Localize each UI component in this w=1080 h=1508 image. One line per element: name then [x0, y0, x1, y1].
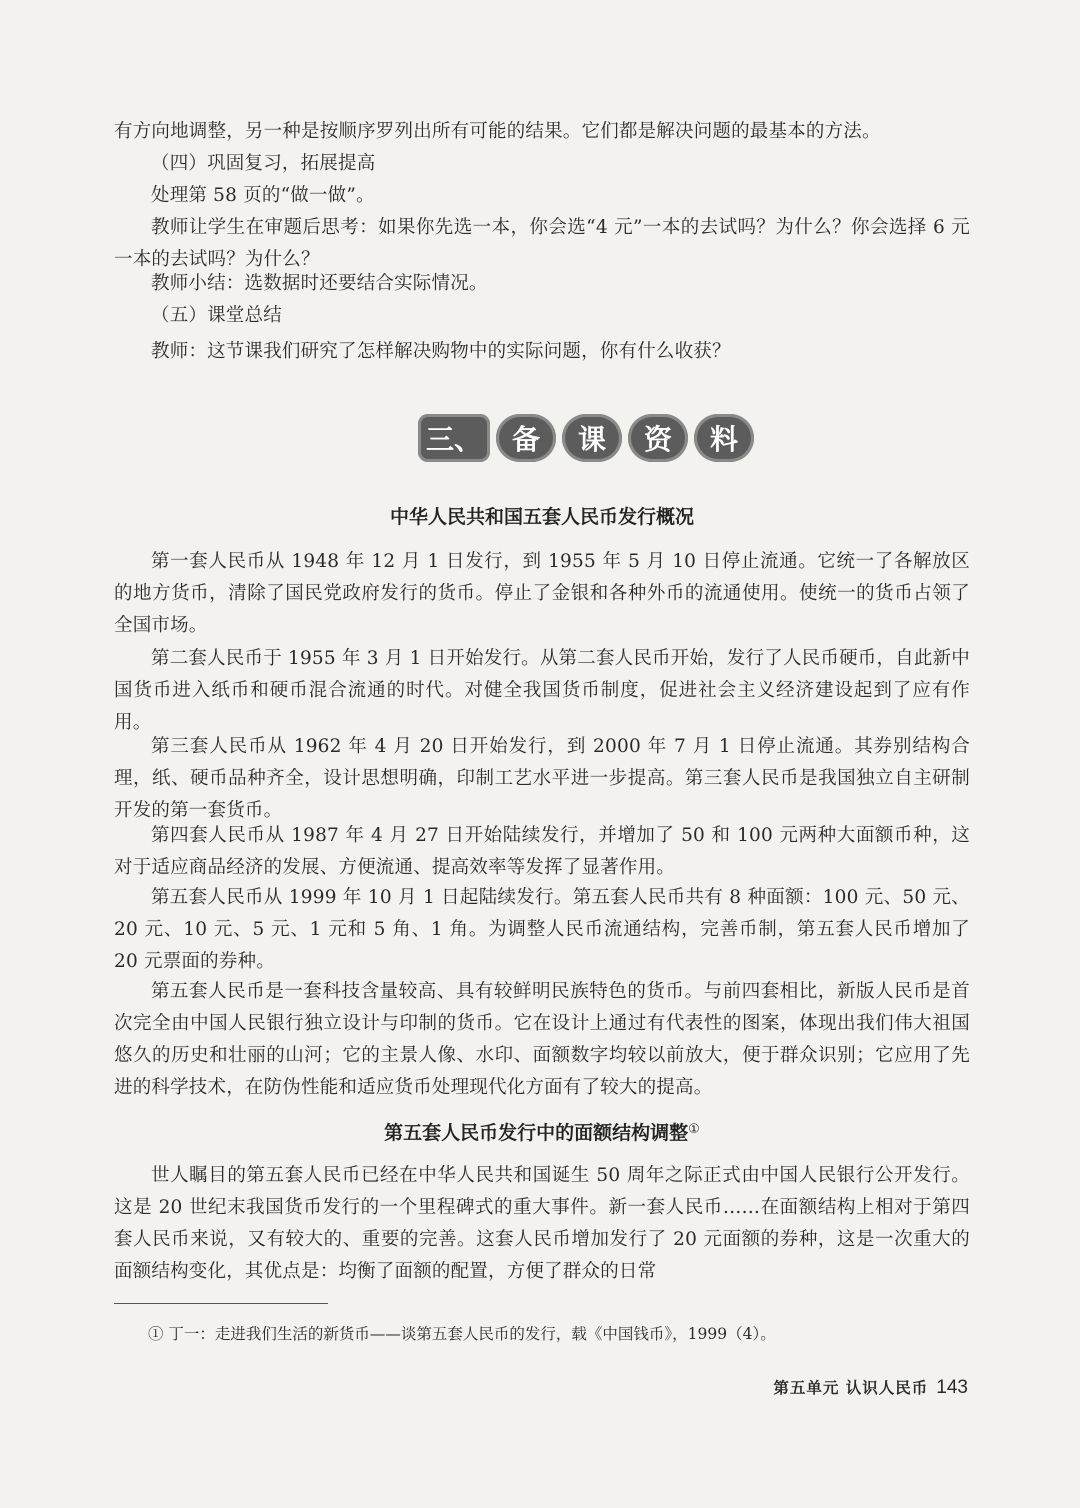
article-1-paragraph: 第二套人民币于 1955 年 3 月 1 日开始发行。从第二套人民币开始，发行了人民币硬币，自此新中国货币进入纸币和硬币混合流通的时代。对健全我国货币制度，促进社会主义经济建设起到了应有作用。 — [114, 648, 970, 733]
page-number: 143 — [936, 1377, 968, 1398]
section-4-title: （四）巩固复习，拓展提高 — [151, 153, 376, 174]
banner-char-1: 备 — [496, 414, 556, 462]
article-1-paragraph: 第五套人民币是一套科技含量较高、具有较鲜明民族特色的货币。与前四套相比，新版人民币是首次完全由中国人民银行独立设计与印制的货币。它在设计上通过有代表性的图案，体现出我们伟大祖国悠久的历史和壮丽的山河；它的主景人像、水印、面额数字均较以前放大，便于群众识别；它应用了先进的科学技术，在防伪性能和适应货币处理现代化方面有了较大的提高。 — [114, 981, 970, 1098]
article-1-paragraph: 第五套人民币从 1999 年 10 月 1 日起陆续发行。第五套人民币共有 8 种面额：100 元、50 元、20 元、10 元、5 元、1 元和 5 角、1 角。为调整人民币流通结构，完善币制，第五套人民币增加了 20 元票面的券种。 — [114, 887, 970, 972]
footnote-text: ① 丁一：走进我们生活的新货币——谈第五套人民币的发行，载《中国钱币》，1999（4）。 — [148, 1325, 776, 1343]
article-2-title — [114, 1118, 970, 1145]
footnote-mark: ① — [688, 1122, 700, 1137]
article-2-paragraph: 世人瞩目的第五套人民币已经在中华人民共和国诞生 50 周年之际正式由中国人民银行公开发行。这是 20 世纪末我国货币发行的一个里程碑式的重大事件。新一套人民币……在面额结构上相对于第四套人民币来说，又有较大的、重要的完善。这套人民币增加发行了 20 元面额的券种，这是一次重大的面额结构变化，其优点是：均衡了面额的配置，方便了群众的日常 — [114, 1165, 970, 1282]
banner-char-4: 料 — [694, 414, 754, 462]
section-5-title: （五）课堂总结 — [151, 305, 282, 326]
article-1-title: 中华人民共和国五套人民币发行概况 — [389, 506, 694, 528]
page-footer — [773, 1376, 968, 1399]
unit-title: 第五单元 认识人民币 — [773, 1379, 929, 1397]
section-4-task: 处理第 58 页的“做一做”。 — [151, 185, 375, 206]
article-2-title-text: 第五套人民币发行中的面额结构调整 — [384, 1122, 689, 1144]
banner-number: 三、 — [418, 414, 490, 462]
article-1-paragraph: 第四套人民币从 1987 年 4 月 27 日开始陆续发行，并增加了 50 和 100 元两种大面额币种，这对于适应商品经济的发展、方便流通、提高效率等发挥了显著作用。 — [114, 825, 970, 878]
section-4-teacher-question: 教师让学生在审题后思考：如果你先选一本，你会选“4 元”一本的去试吗？为什么？你会选择 6 元一本的去试吗？为什么？ — [114, 217, 970, 270]
article-1-paragraph: 第三套人民币从 1962 年 4 月 20 日开始发行，到 2000 年 7 月 1 日停止流通。其券别结构合理，纸、硬币品种齐全，设计思想明确，印制工艺水平进一步提高。第三套人民币是我国独立自主研制开发的第一套货币。 — [114, 736, 970, 821]
article-1-paragraph: 第一套人民币从 1948 年 12 月 1 日发行，到 1955 年 5 月 10 日停止流通。它统一了各解放区的地方货币，清除了国民党政府发行的货币。停止了金银和各种外币的流通使用。使统一的货币占领了全国市场。 — [114, 551, 970, 636]
section-4-teacher-summary: 教师小结：选数据时还要结合实际情况。 — [151, 273, 488, 294]
section-5-teacher: 教师：这节课我们研究了怎样解决购物中的实际问题，你有什么收获？ — [151, 341, 731, 362]
banner-char-3: 资 — [628, 414, 688, 462]
banner-char-2: 课 — [562, 414, 622, 462]
footnote-divider — [114, 1303, 328, 1304]
carryover-line: 有方向地调整，另一种是按顺序罗列出所有可能的结果。它们都是解决问题的最基本的方法。 — [114, 121, 881, 142]
section-banner — [418, 412, 754, 464]
